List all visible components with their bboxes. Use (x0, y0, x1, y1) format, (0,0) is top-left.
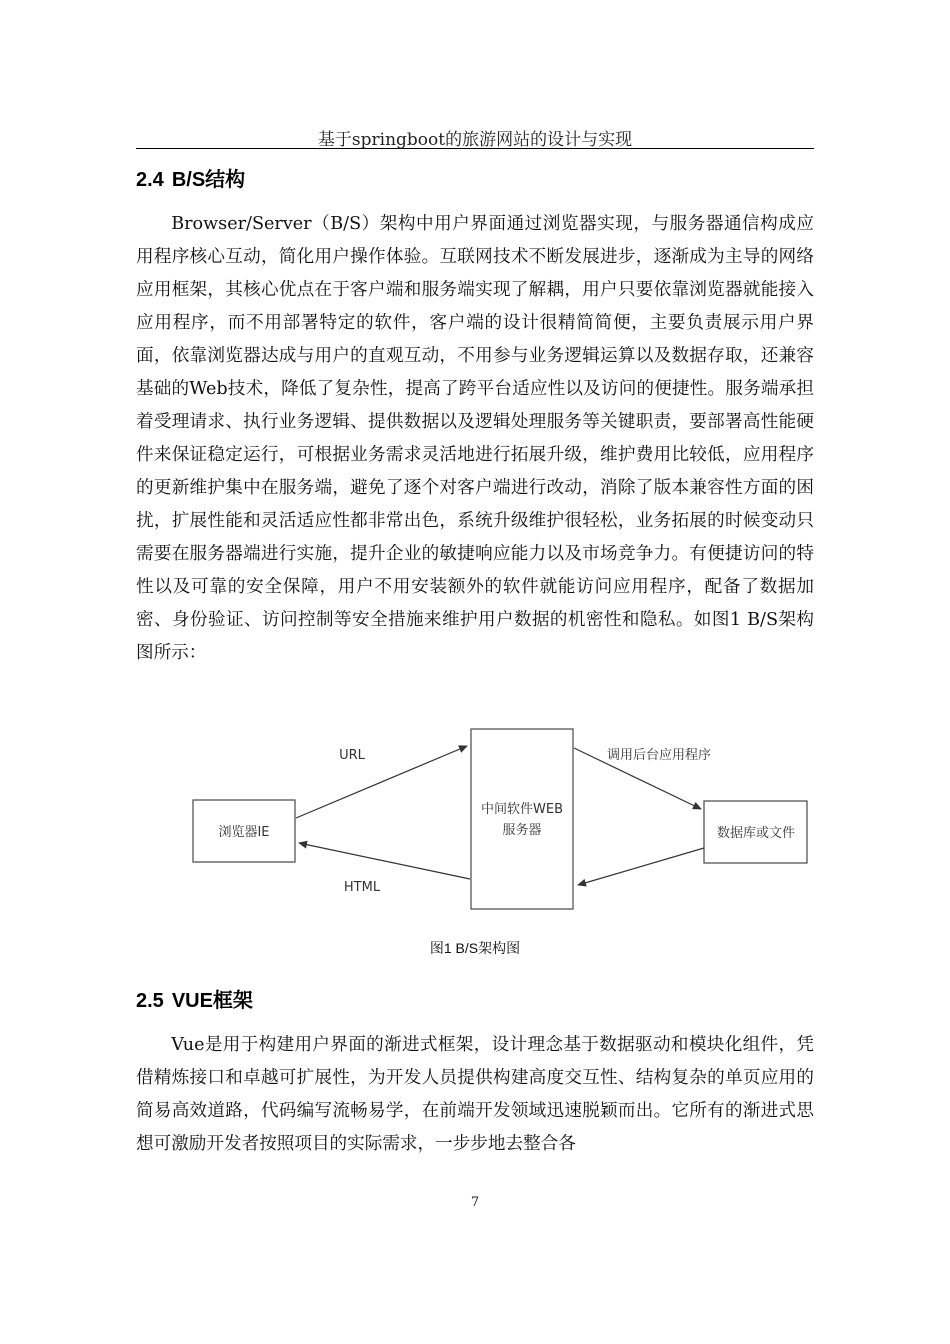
middleware-label-line2: 服务器 (502, 823, 542, 838)
html-arrow (299, 843, 470, 879)
section-title: VUE框架 (171, 990, 253, 1012)
header-rule (136, 148, 814, 149)
bs-architecture-diagram (136, 716, 814, 926)
url-label: URL (339, 748, 365, 763)
page-number: 7 (470, 1195, 480, 1210)
section-title: B/S结构 (171, 169, 246, 191)
html-label: HTML (343, 880, 381, 895)
return-arrow (578, 848, 704, 885)
browser-label: 浏览器IE (218, 825, 270, 840)
body-paragraph-bs: Browser/Server（B/S）架构中用户界面通过浏览器实现，与服务器通信构成应用程序核心互动，简化用户操作体验。互联网技术不断发展进步，逐渐成为主导的网络应用框架，其核心优点在于客户端和服务端实现了解耦，用户只要依靠浏览器就能接入应用程序，而不用部署特定的软件，客户端的设计很精简简便，主要负责展示用户界面，依靠浏览器达成与用户的直观互动，不用参与业务逻辑运算以及数据存取，还兼容基础的Web技术，降低了复杂性，提高了跨平台适应性以及访问的便捷性。服务端承担着受理请求、执行业务逻辑、提供数据以及逻辑处理服务等关键职责，要部署高性能硬件来保证稳定运行，可根据业务需求灵活地进行拓展升级，维护费用比较低，应用程序的更新维护集中在服务端，避免了逐个对客户端进行改动，消除了版本兼容性方面的困扰，扩展性能和灵活适应性都非常出色，系统升级维护很轻松，业务拓展的时候变动只需要在服务器端进行实施，提升企业的敏捷响应能力以及市场竞争力。有便捷访问的特性以及可靠的安全保障，用户不用安装额外的软件就能访问应用程序，配备了数据加密、身份验证、访问控制等安全措施来维护用户数据的机密性和隐私。如图1 B/S架构图所示： (136, 214, 814, 663)
section-number: 2.5 (136, 990, 164, 1012)
middleware-label-line1: 中间软件WEB (481, 802, 563, 817)
section-heading-bs (136, 163, 245, 192)
database-label: 数据库或文件 (716, 826, 796, 841)
section-number: 2.4 (136, 169, 164, 191)
url-arrow (296, 746, 467, 818)
body-paragraph-vue: Vue是用于构建用户界面的渐进式框架，设计理念基于数据驱动和模块化组件，凭借精炼接口和卓越可扩展性，为开发人员提供构建高度交互性、结构复杂的单页应用的简易高效道路，代码编写流畅易学，在前端开发领域迅速脱颖而出。它所有的渐进式思想可激励开发者按照项目的实际需求，一步步地去整合各 (136, 1035, 814, 1154)
middleware-box (471, 729, 573, 909)
running-header: 基于springboot的旅游网站的设计与实现 (317, 130, 633, 150)
figure-caption: 图1 B/S架构图 (429, 940, 521, 956)
section-heading-vue (136, 984, 253, 1013)
call-label: 调用后台应用程序 (606, 748, 712, 763)
